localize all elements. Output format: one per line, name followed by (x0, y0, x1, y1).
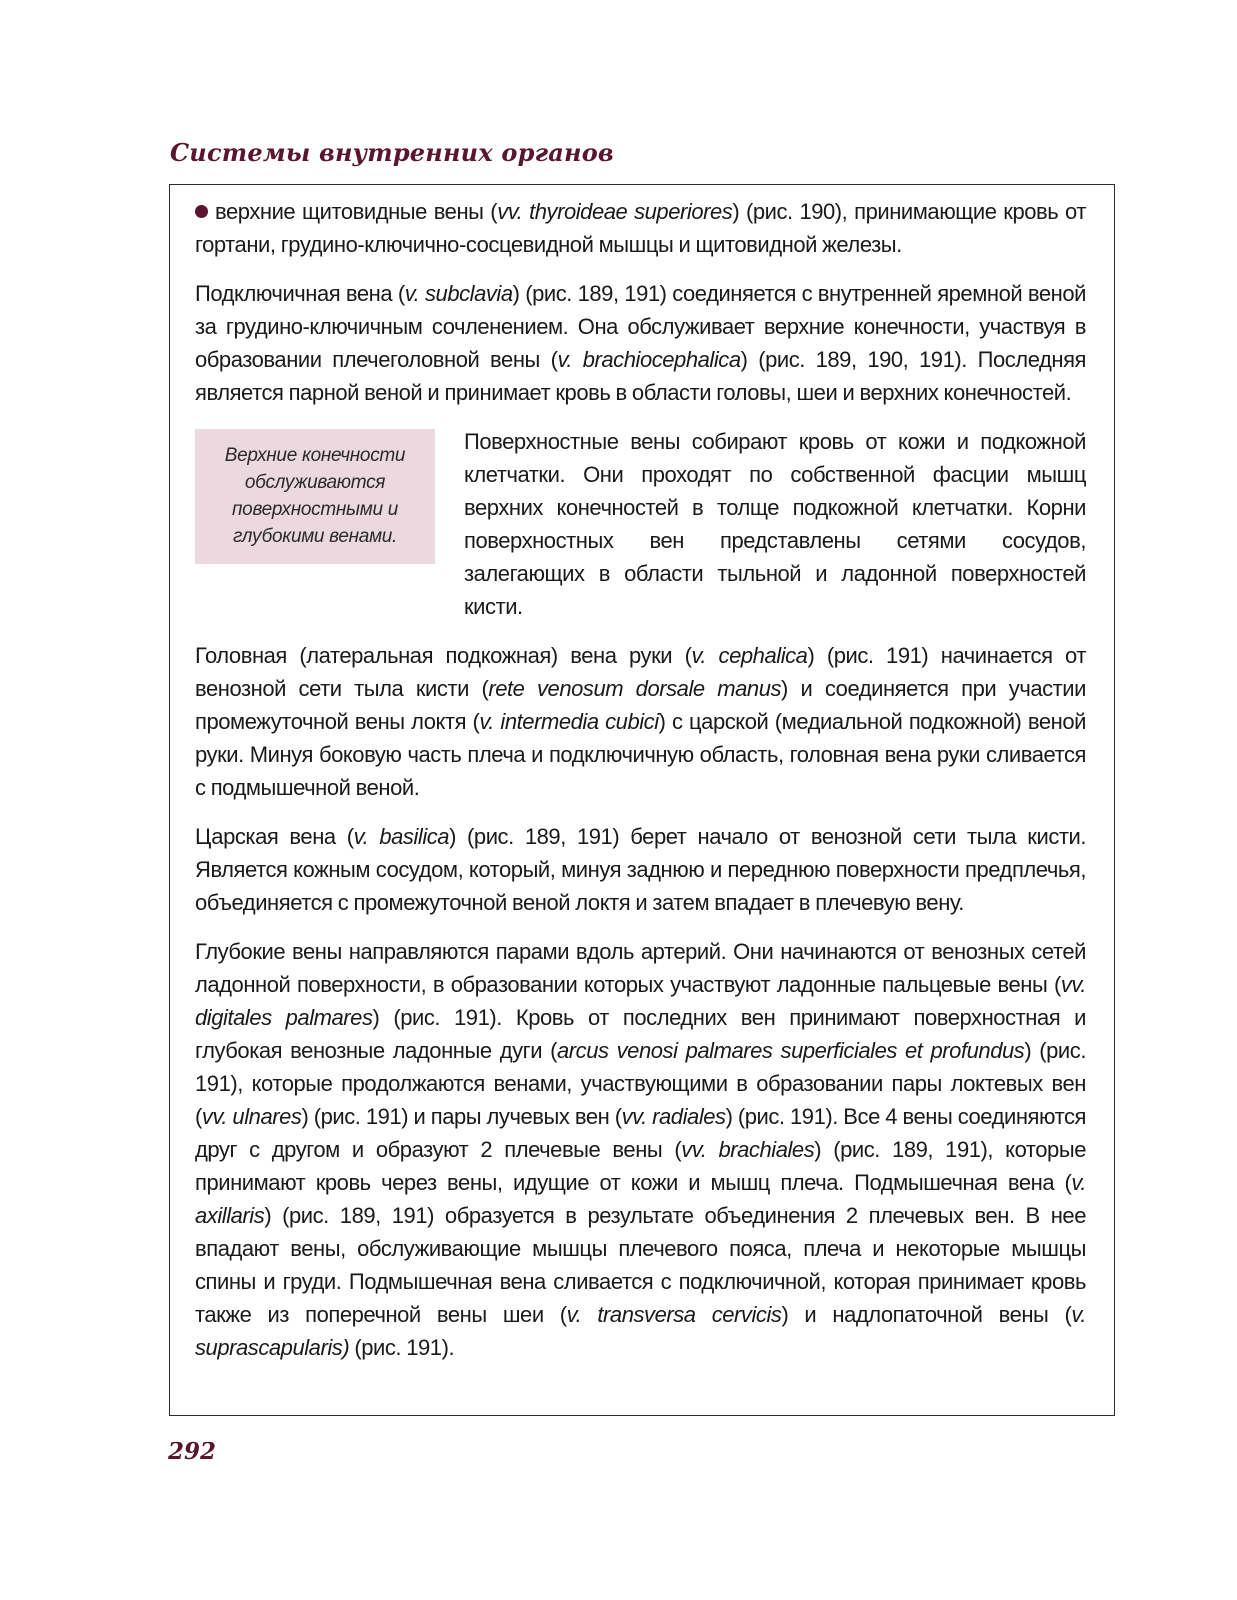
paragraph-cephalic-vein: Головная (латеральная подкожная) вена руки (v. cephalica) (рис. 191) начинается от венозной сети тыла кисти (rete venosum dorsale manus) и соединяется при участии промежуточной вены локтя (v. intermedia cubici) с царской (медиальной подкожной) веной руки. Минуя боковую часть плеча и подключичную область, головная вена руки сливается с подмышечной веной. (195, 643, 1086, 800)
paragraph-subclavian-vein: Подключичная вена (v. subclavia) (рис. 189, 191) соединяется с внутренней яремной веной за грудино-ключичным сочленением. Она обслуживает верхние конечности, участвуя в образовании плечеголовной вены (v. brachiocephalica) (рис. 189, 190, 191). Последняя является парной веной и принимает кровь в области головы, шеи и верхних конечностей. (195, 281, 1087, 405)
paragraph-thyroid-veins: верхние щитовидные вены (vv. thyroideae superiores) (рис. 190), принимающие кровь от гортани, грудино-ключично-сосцевидной мышцы и щитовидной железы. (195, 199, 1086, 257)
paragraph-deep-veins: Глубокие вены направляются парами вдоль артерий. Они начинаются от венозных сетей ладонной поверхности, в образовании которых участвуют ладонные пальцевые вены (vv. digitales palmares) (рис. 191). Кровь от последних вен принимают поверхностная и глубокая венозные ладонные дуги (arcus venosi palmares superficiales et profundus) (рис. 191), которые продолжаются венами, участвующими в образовании пары локтевых вен (vv. ulnares) (рис. 191) и пары лучевых вен (vv. radiales) (рис. 191). Все 4 вены соединяются друг с другом и образуют 2 плечевые вены (vv. brachiales) (рис. 189, 191), которые принимают кровь через вены, идущие от кожи и мышц плеча. Подмышечная вена (v. axillaris) (рис. 189, 191) образуется в результате объединения 2 плечевых вен. В нее впадают вены, обслуживающие мышцы плечевого пояса, плеча и некоторые мышцы спины и груди. Подмышечная вена сливается с подключичной, которая принимает кровь также из поперечной вены шеи (v. transversa cervicis) и надлопаточной вены (v. suprascapularis) (рис. 191). (195, 939, 1087, 1360)
margin-note: Верхние конечности обслуживаются поверхностными и глубокими венами. (195, 429, 435, 564)
paragraph-superficial-veins: Поверхностные вены собирают кровь от кожи и подкожной клетчатки. Они проходят по собственной фасции мышц верхних конечностей в толще подкожной клетчатки. Корни поверхностных вен представлены сетями сосудов, залегающих в области тыльной и ладонной поверхностей кисти. (464, 429, 1086, 619)
bullet-icon (195, 205, 208, 218)
paragraph-basilic-vein: Царская вена (v. basilica) (рис. 189, 191) берет начало от венозной сети тыла кисти. Является кожным сосудом, который, минуя заднюю и переднюю поверхности предплечья, объединяется с промежуточной веной локтя и затем впадает в плечевую вену. (195, 824, 1086, 915)
page-number: 292 (168, 1438, 217, 1465)
text-frame (169, 184, 1115, 1416)
running-head: Системы внутренних органов (170, 138, 614, 167)
aside-row (195, 425, 1086, 623)
